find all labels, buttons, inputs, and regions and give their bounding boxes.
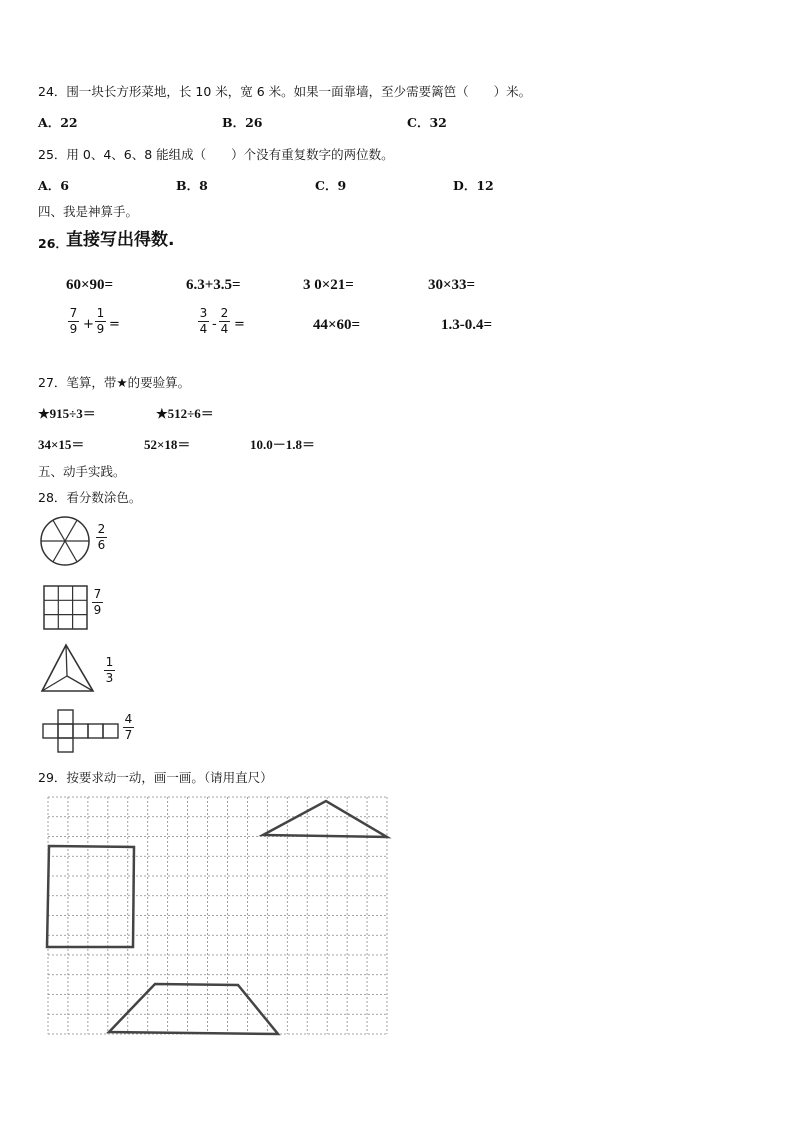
grid-lines bbox=[48, 797, 387, 1034]
circle-six-sectors-figure[interactable] bbox=[40, 516, 92, 568]
section-4-heading: 四、我是神算手。 bbox=[38, 204, 139, 219]
plus-sign: + bbox=[83, 317, 94, 332]
triangle-shape[interactable] bbox=[263, 801, 387, 837]
q27-stem: 27．笔算，带★的要验算。 bbox=[38, 375, 191, 390]
written-calc-5: 10.0－1.8＝ bbox=[250, 437, 316, 452]
q25-option-d[interactable]: D．12 bbox=[453, 178, 494, 193]
fraction-7-9 bbox=[92, 588, 103, 617]
calc-6: 1.3-0.4= bbox=[441, 317, 493, 333]
dotted-grid-drawing-area[interactable] bbox=[45, 794, 390, 1039]
denominator: 4 bbox=[199, 322, 208, 336]
equals-sign: = bbox=[109, 317, 120, 332]
denominator: 3 bbox=[105, 671, 114, 685]
fraction-2-6 bbox=[96, 523, 107, 552]
fraction-2-4 bbox=[219, 307, 230, 336]
q24-option-b[interactable]: B．26 bbox=[222, 115, 263, 130]
equals-sign: = bbox=[234, 317, 245, 332]
denominator: 9 bbox=[69, 322, 78, 336]
calc-5: 44×60= bbox=[313, 317, 361, 333]
denominator: 6 bbox=[97, 538, 106, 552]
section-5-heading: 五、动手实践。 bbox=[38, 464, 126, 479]
numerator: 1 bbox=[105, 655, 114, 669]
q26-title: 直接写出得数. bbox=[66, 230, 175, 250]
denominator: 4 bbox=[220, 322, 229, 336]
triangle-three-parts-figure[interactable] bbox=[40, 643, 98, 693]
fraction-1-9 bbox=[95, 307, 106, 336]
q29-stem: 29．按要求动一动，画一画。（请用直尺） bbox=[38, 770, 273, 785]
q25-option-a[interactable]: A．6 bbox=[38, 178, 69, 193]
q24-stem: 24．围一块长方形菜地，长 10 米，宽 6 米。如果一面靠墙，至少需要篱笆（ ）米。 bbox=[38, 84, 532, 99]
cube-net-figure[interactable] bbox=[42, 709, 122, 753]
q24-option-a[interactable]: A．22 bbox=[38, 115, 78, 130]
fraction-7-9 bbox=[68, 307, 79, 336]
numerator: 3 bbox=[199, 306, 208, 320]
square-shape[interactable] bbox=[47, 846, 134, 947]
calc-1: 60×90= bbox=[66, 277, 114, 293]
written-calc-1: ★915÷3＝ bbox=[38, 406, 96, 421]
grid-three-by-three-figure[interactable] bbox=[43, 585, 89, 631]
fraction-3-4 bbox=[198, 307, 209, 336]
trapezoid-shape[interactable] bbox=[109, 984, 278, 1034]
q25-stem: 25．用 0、4、6、8 能组成（ ）个没有重复数字的两位数。 bbox=[38, 147, 394, 162]
numerator: 2 bbox=[220, 306, 229, 320]
calc-3: 3 0×21= bbox=[303, 277, 354, 293]
calc-4: 30×33= bbox=[428, 277, 476, 293]
numerator: 1 bbox=[96, 306, 105, 320]
q26-number: 26． bbox=[38, 236, 68, 251]
written-calc-3: 34×15＝ bbox=[38, 437, 85, 452]
denominator: 9 bbox=[93, 603, 102, 617]
minus-sign: - bbox=[212, 317, 217, 332]
written-calc-2: ★512÷6＝ bbox=[156, 406, 214, 421]
fraction-1-3 bbox=[104, 656, 115, 685]
q25-option-b[interactable]: B．8 bbox=[176, 178, 208, 193]
denominator: 9 bbox=[96, 322, 105, 336]
calc-2: 6.3+3.5= bbox=[186, 277, 241, 293]
written-calc-4: 52×18＝ bbox=[144, 437, 191, 452]
numerator: 7 bbox=[69, 306, 78, 320]
fraction-4-7 bbox=[123, 713, 134, 742]
numerator: 2 bbox=[97, 522, 106, 536]
q24-option-c[interactable]: C．32 bbox=[407, 115, 447, 130]
q25-option-c[interactable]: C．9 bbox=[315, 178, 347, 193]
numerator: 7 bbox=[93, 587, 102, 601]
q28-stem: 28．看分数涂色。 bbox=[38, 490, 142, 505]
denominator: 7 bbox=[124, 728, 133, 742]
numerator: 4 bbox=[124, 712, 133, 726]
